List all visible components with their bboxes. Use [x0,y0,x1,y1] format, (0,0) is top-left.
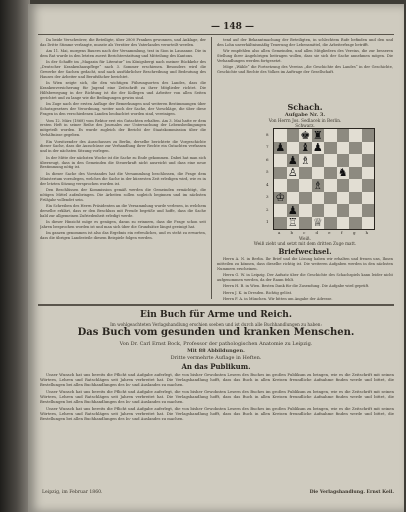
board-square [349,192,362,205]
board-square [362,192,375,205]
board-square [274,179,287,192]
file-label: g [352,230,356,235]
board-square [324,129,337,142]
board-square: ♜ [312,128,323,142]
board-square [362,129,375,142]
board-file-labels [273,230,373,235]
left-paragraph-13: Im ganzen genommen ist also das Ergebnis ein erfreuliches, und es steht zu erwarten, dass die übrigen Landesteile diesem Beispiele folgen werden. [40,231,206,241]
letter-entry-2: Herrn G. W. in Leipzig. Der Aufsatz über die Geschichte des Schachspiels kann leider nicht aufgenommen werden, da der Raum fehlt. [217,273,393,283]
board-square [312,167,325,180]
board-square [337,129,350,142]
board-square [349,154,362,167]
board-square [287,179,300,192]
board-square [362,217,375,230]
problem-title: Aufgabe Nr. 3. [284,112,326,118]
chess-board [273,128,375,230]
left-paragraph-12: In dieser Hinsicht möge es genügen, daran zu erinnern, dass die Frage schon seit Jahren besprochen worden ist und man sich über die Grundsätze längst geeinigt hat. [40,220,206,230]
file-label: b [290,230,294,235]
advert-rule [38,304,394,306]
board-square [362,179,375,192]
board-square [362,142,375,155]
left-paragraph-11: Ein Schreiben des Herrn Präsidenten an die Versammlung wurde verlesen, in welchem derselbe erklärt, dass er den Beschluss mit Freude begrüße und hoffe, dass die Sache bald zur allgemeinen Zufriedenheit erledigt werde. [40,204,206,218]
board-square [274,167,287,180]
board-square [349,167,362,180]
file-label: h [365,230,369,235]
file-label: d [315,230,319,235]
board-square: ♙ [287,166,298,180]
advert-body-text-more: Unser Wunsch hat uns bereits die Pflicht und Aufgabe auferlegt, die von bisher Gewohnten Lesern des Buches im großen Publikum zu bringen, wie es die Zeitschrift mit seinen Wörtern, Lehren und Ratschlägen seit Jahren verbreitet hat. Die Verlagshandlung hofft, dass das Buch in allen Kreisen freundliche Aufnahme finden werde und bittet, die Bestellungen bei allen Buchhandlungen des In- und Auslandes zu machen. [40,406,394,422]
advert-section: An das Publikum. [181,362,251,371]
left-paragraph-4: In Wien zeigte sich, die den wichtigen Führungsorten des Landes, dass die Krankenversicherung für Jugend eine Zeitschrift zu ihrer Mitglieder richtet. Die Hilfsbewegung in der Richtung ist die der Kollegen und Arbeiter von allen Seiten gerichtet und zu lange wie die Bedingungen gewiss sind. [40,81,206,101]
board-square [324,167,337,180]
board-square: ♗ [300,153,311,167]
board-square [324,154,337,167]
advert-heading: Ein Buch für Arme und Reich. [140,310,292,320]
board-square [337,192,350,205]
left-paragraph-1: Da beide Verschwörer, die Beteiligte, über 2800 Franken gewonnen, und Anklage, der das Dritte Stimme verlangte, musste als Verräter des Vaterlandes verurteilt werden. [40,38,206,47]
board-square: ♝ [300,141,311,155]
advert-footer-date: Leipzig, im Februar 1860. [42,490,103,495]
advert-footer-publisher: Die Verlagshandlung. Ernst Keil. [309,490,394,495]
board-square: ♟ [275,141,286,155]
board-square [349,204,362,217]
board-square [287,142,300,155]
board-square [312,154,325,167]
black-label: Schwarz. [295,123,315,128]
column-divider [211,37,212,299]
board-square: ♟ [287,203,298,217]
rank-label: 7 [266,144,269,150]
book-title: Das Buch vom gesunden und kranken Menschen. [77,327,355,338]
board-square [337,142,350,155]
left-paragraph-8: In der Mitte der nächsten Woche ist die Sache zu Ende gekommen. Dabei hat man sich überzeugt, dass in den Gemeinden die Steuerkraft nicht ausreicht und dass eine neue Bestimmung nötig ist. [40,155,206,170]
board-rank-labels [266,128,269,228]
board-square [349,129,362,142]
letter-entry-3: Herrn H. B. in Wien. Besten Dank für die Zusendung. Die Aufgabe wird geprüft. [223,284,370,289]
file-label: a [278,230,281,235]
board-square [299,192,312,205]
board-square [362,204,375,217]
board-square [337,154,350,167]
advert-body [40,372,394,486]
book-author: Von Dr. Carl Ernst Bock, Professor der pathologischen Anatomie zu Leipzig. [119,341,313,347]
letters-heading: Briefwechsel. [278,247,332,256]
book-spine [0,0,30,512]
book-edition: Dritte vermehrte Auflage in Heften. [170,355,262,361]
board-square: ♕ [312,216,323,230]
left-paragraph-3: In der Schaffe im „Magazin für Literatur“ im Königsbergi nach meiner Rückkehr des „Deutscher Krankenhauspflege“ nach 3. Sommer erschienen. Besonders wird die Gewerbe der Sachen gedacht, und nach ausführlicher Beschreibung und Bedeutung des Hauses der Arbeiter und Berufsfächer berichtet. [40,60,206,80]
board-square [274,204,287,217]
left-paragraph-7: Ein Vorsitzender des Ausschusses zu Berlin, derselbe berichtete die Vorgeschichte dieser Sache, dass die Ausschüsse zur Verhandlung ihrer Rechte ein Gutachten verfassen und in der nächsten Sitzung vorlegen. [40,139,206,154]
board-square: ♟ [312,141,323,155]
rank-label: 2 [266,206,269,212]
file-label: e [328,230,331,235]
rank-label: 6 [266,156,269,162]
letter-entry-4: Herrn J. K. in Dresden. Richtig gelöst. [223,290,293,295]
board-square [274,154,287,167]
board-square: ♚ [300,128,311,142]
left-paragraph-5: Im Zuge nach der ersten Auflage der Bemerkungen und weiteren Bestimmungen über Schutzgesetzes der Verordnung, weiter noch der Sache, der Vorschläge, die über diese Fragen in den verschiedenen Landen beobachtet worden sind, vereinigen. [40,102,206,117]
board-square [299,204,312,217]
left-paragraph-6: Vom 12. März (1868) vom Rektor erst ein Gutachten erhalten. Am 3. Mai hatte er dem ersten Heft in seiner Reihe des Journales zur Untersuchung der Lebensbedingungen mitgeteilt worden. Es wurde zugleich der Bericht der Staatskommission über die Verhältnisse gegeben. [40,118,206,138]
letters-column [217,257,393,301]
left-paragraph-9: In dieser Sache des Vorstandes hat die Versammlung beschlossen, die Frage dem Ministerium vorzulegen, welches die Sache in der kürzesten Zeit erledigen wird, wie es in der letzten Sitzung versprochen worden ist. [40,171,206,186]
file-label: f [341,230,343,235]
letter-entry-5: Herrn F. A. in München. Wir bitten um Angabe der Adresse. [223,296,333,301]
header-rule [38,34,394,35]
board-square [324,217,337,230]
board-square [299,179,312,192]
board-square [337,217,350,230]
rank-label: 3 [266,194,269,200]
chess-heading: Schach. [287,102,323,112]
board-square [362,154,375,167]
board-square [324,142,337,155]
board-square [324,192,337,205]
board-square: ♔ [275,191,286,205]
board-square [349,142,362,155]
board-square [274,217,287,230]
board-square: ♖ [287,216,298,230]
rank-label: 5 [266,169,269,175]
board-square: ♟ [287,153,298,167]
problem-caption: Weiß zieht und setzt mit dem dritten Zuge matt. [253,241,357,246]
board-square [362,167,375,180]
rank-label: 4 [266,181,269,187]
board-square [337,179,350,192]
advert-body-text-continued: Unser Wunsch hat uns bereits die Pflicht und Aufgabe auferlegt, die von bisher Gewohnten Lesern des Buches im großen Publikum zu bringen, wie es die Zeitschrift mit seinen Wörtern, Lehren und Ratschlägen seit Jahren verbreitet hat. Die Verlagshandlung hofft, dass das Buch in allen Kreisen freundliche Aufnahme finden werde und bittet, die Bestellungen bei allen Buchhandlungen des In- und Auslandes zu machen. [40,389,394,405]
board-square [349,179,362,192]
letter-entry-1: Herrn A. N. in Berlin. Ihr Brief und die Lösung haben wir erhalten und freuen uns, Ihnen mitteilen zu können, dass dieselbe richtig ist. Die weiteren Aufgaben werden in den nächsten Nummern erscheinen. [217,257,393,271]
board-square: ♗ [312,178,323,192]
board-square [337,204,350,217]
board-square [324,204,337,217]
page-number: — 148 — [211,22,255,32]
white-label: Weiß. [299,236,311,241]
right-paragraph-1: tend auf der Bekanntmachung der Beteiligten, in schlechtem Rufe befinden und den und den Lohn unverhältnismäßig Teuerung der Lebensmittel, die Arbeiterfrage betrifft. [217,38,393,47]
right-column-intro [217,38,393,100]
board-square [349,217,362,230]
rank-label: 8 [266,131,269,137]
left-column [40,38,206,300]
left-paragraph-2: Am 11. Mai, morgens Bauern nach der Versammlung, trat in Sion in Lausanne. Die in dem Rat wurde in den letzten zuerst Berichterstattung und Mitteilung des Kantons. [40,49,206,59]
file-label: c [303,230,306,235]
right-paragraph-3: Möge „Wähle“ die Fortsetzung des Vereins „die Geschichte des Landes“ in der Geschichte, Geschichte und Rechte des Volkes im Auftrage der Gesellschaft. [217,65,393,75]
board-square: ♞ [337,166,348,180]
board-square [287,192,300,205]
problem-author: Von Herrn Jos. Sedlacek in Berlin. [268,118,342,123]
rank-label: 1 [266,219,269,225]
advert-body-text: Unser Wunsch hat uns bereits die Pflicht und Aufgabe auferlegt, die von bisher Gewohnten Lesern des Buches im großen Publikum zu bringen, wie es die Zeitschrift mit seinen Wörtern, Lehren und Ratschlägen seit Jahren verbreitet hat. Die Verlagshandlung hofft, dass das Buch in allen Kreisen freundliche Aufnahme finden werde und bittet, die Bestellungen bei allen Buchhandlungen des In- und Auslandes zu machen. [40,372,394,388]
board-square [299,217,312,230]
advert-subline: Im wohlgeachteten Verlagshandlung erschien soeben und ist durch alle Buchhandlungen zu haben: [110,322,322,327]
document-page [28,4,404,512]
book-images: Mit 88 Abbildungen. [187,348,245,354]
left-paragraph-10: Den Beschlüssen der Kommission gemäß werden die Gemeinden ermächtigt, die nötigen Mittel aufzubringen. Die Arbeiten sollen sogleich beginnen und im nächsten Frühjahr vollendet sein. [40,187,206,202]
board-square [312,192,325,205]
board-square [299,167,312,180]
board-square [274,129,287,142]
right-paragraph-2: Wir empfehlen also allen Gemeinden, und allen Mitgliedern des Vereins, die zur besseren Stellung ihrer Angehörigen beitragen wollen, dass sie sich der Sache annehmen mögen. Die Verhandlungen werden fortgesetzt. [217,49,393,64]
board-square [324,179,337,192]
board-square [287,129,300,142]
board-square [312,204,325,217]
